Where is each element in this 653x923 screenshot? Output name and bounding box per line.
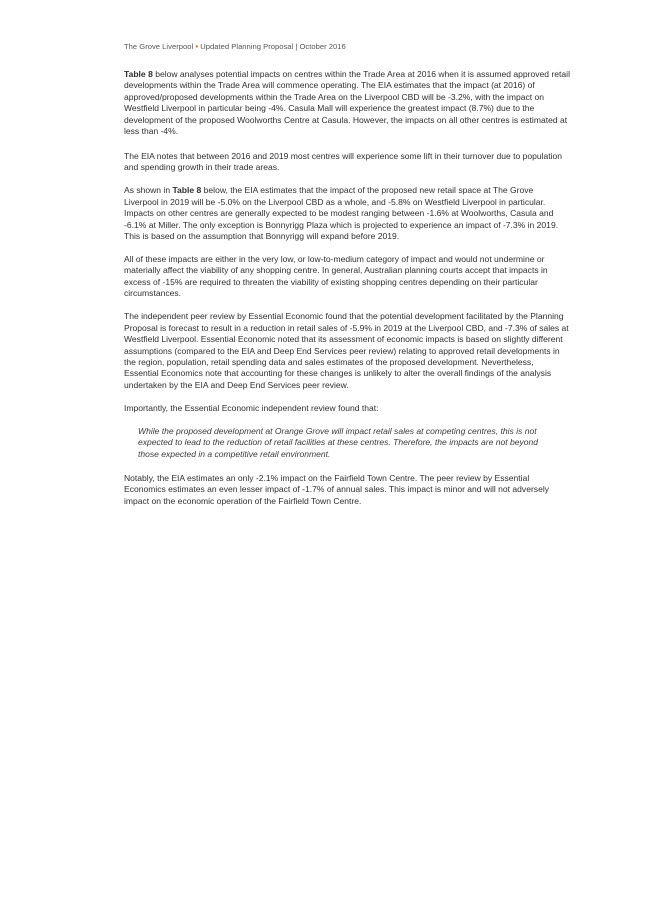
paragraph-review-finding-intro: Importantly, the Essential Economic independent review found that: [124, 402, 379, 413]
paragraph-table-8-intro-text: below analyses potential impacts on centres within the Trade Area at 2016 when it is assumed approved retail developments within the Trade Area will commence operating. The EIA estimates that the impact (at 2016) of approved/proposed developments within the Trade Area on the Liverpool CBD will be -3.2%, with the impact on Westfield Liverpool in particular being -4%. Casula Mall will experience the greatest impact (8.7%) due to the development of the proposed Woolworths Centre at Casula. However, the impacts on all other centres is estimated at less than -4%. [124, 69, 570, 137]
paragraph-turnover-growth: The EIA notes that between 2016 and 2019 most centres will experience some lift in their turnover due to population and spending growth in their trade areas. [124, 151, 563, 173]
running-header-separator: • [195, 42, 199, 51]
paragraph-table-8-intro [124, 69, 570, 137]
paragraph-peer-review: The independent peer review by Essential Economic found that the potential development facilitated by the Planning Proposal is forecast to result in a reduction in retail sales of -5.9% in 2019 at the Liverpool CBD, and -7.3% of sales at Westfield Liverpool. Essential Economic noted that its assessment of economic impacts is based on slightly different assumptions (compared to the EIA and Deep End Services peer review) relating to approved retail developments in the region, population, retail spending data and sales estimates of the proposed development. Nevertheless, Essential Economics note that accounting for these changes is unlikely to alter the overall findings of the analysis undertaken by the EIA and Deep End Services peer review. [124, 311, 569, 390]
paragraph-2019-impact-lead: As shown in [124, 185, 173, 196]
paragraph-2019-impact [124, 185, 570, 242]
table-8-reference: Table 8 [172, 185, 202, 196]
running-header-subtitle: Updated Planning Proposal | October 2016 [200, 42, 346, 51]
table-8-reference: Table 8 [124, 69, 153, 79]
review-quote: While the proposed development at Orange Grove will impact retail sales at competing centres, this is not expected to lead to the reduction of retail facilities at these centres. Therefore, the impacts are not beyond those expected in a competitive retail environment. [138, 425, 539, 459]
running-header [124, 42, 346, 51]
paragraph-fairfield-impact: Notably, the EIA estimates an only -2.1% impact on the Fairfield Town Centre. The peer review by Essential Economics estimates an even lesser impact of -1.7% of annual sales. This impact is minor and will not adversely impact on the economic operation of the Fairfield Town Centre. [124, 472, 550, 506]
running-header-title: The Grove Liverpool [124, 42, 194, 51]
body-text [124, 69, 570, 519]
paragraph-impact-category: All of these impacts are either in the very low, or low-to-medium category of impact and would not undermine or materially affect the viability of any shopping centre. In general, Australian planning courts accept that impacts in excess of -15% are required to threaten the viability of existing shopping centres depending on their particular circumstances. [124, 254, 548, 299]
paragraph-2019-impact-text: below, the EIA estimates that the impact of the proposed new retail space at The Grove Liverpool in 2019 will be -5.0% on the Liverpool CBD as a whole, and -5.8% on Westfield Liverpool in particular. Impacts on other centres are generally expected to be modest ranging between -1.6% at Woolworths, Casula and -6.1% at Miller. The only exception is Bonnyrigg Plaza which is projected to experience an impact of -7.3% in 2019. This is based on the assumption that Bonnyrigg will expand before 2019. [124, 185, 559, 242]
